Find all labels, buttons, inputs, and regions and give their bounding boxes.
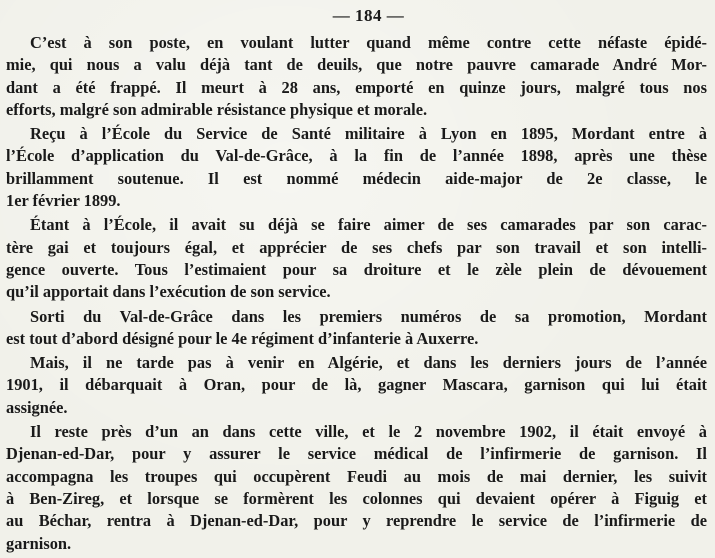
text-line: à Ben-Zireg, et lorsque se formèrent les colonnes qui devaient opérer à Figuig et <box>6 488 707 508</box>
text-line: qu’il apportait dans l’exécution de son service. <box>6 282 331 302</box>
text-line: garnison. <box>6 533 72 553</box>
text-line: Étant à l’École, il avait su déjà se faire aimer de ses camarades par son carac- <box>30 215 707 235</box>
page-number: — 184 — <box>332 6 405 25</box>
paragraph-6 <box>6 421 707 555</box>
text-line: C’est à son poste, en voulant lutter quand même contre cette néfaste épidé- <box>30 33 707 52</box>
text-line: au Béchar, rentra à Djenan-ed-Dar, pour y reprendre le service de l’infirmerie de <box>6 511 707 531</box>
text-line: assignée. <box>6 397 68 417</box>
text-line: 1901, il débarquait à Oran, pour de là, gagner Mascara, garnison qui lui était <box>6 375 707 395</box>
text-line: accompagna les troupes qui occupèrent Feudi au mois de mai dernier, les suivit <box>6 466 707 486</box>
text-line: est tout d’abord désigné pour le 4e régiment d’infanterie à Auxerre. <box>6 328 479 348</box>
text-line: mie, qui nous a valu déjà tant de deuils, que notre pauvre camarade André Mor- <box>6 55 707 75</box>
paragraph-2 <box>6 123 707 212</box>
text-line: efforts, malgré son admirable résistance physique et morale. <box>6 99 428 119</box>
text-line: 1er février 1899. <box>6 191 121 211</box>
text-line: Il reste près d’un an dans cette ville, et le 2 novembre 1902, il était envoyé à <box>30 422 707 442</box>
paragraph-5 <box>6 352 707 419</box>
paragraph-1 <box>6 32 707 121</box>
text-line: Mais, il ne tarde pas à venir en Algérie, et dans les derniers jours de l’année <box>30 353 707 373</box>
text-line: dant a été frappé. Il meurt à 28 ans, emporté en quinze jours, malgré tous nos <box>6 77 707 97</box>
paragraph-4 <box>6 306 707 351</box>
text-line: Sorti du Val-de-Grâce dans les premiers numéros de sa promotion, Mordant <box>30 306 707 326</box>
text-line: gence ouverte. Tous l’estimaient pour sa droiture et le zèle plein de dévouement <box>6 259 707 279</box>
text-line: brillamment soutenue. Il est nommé médecin aide-major de 2e classe, le <box>6 168 707 188</box>
paragraph-3 <box>6 214 707 303</box>
text-line: l’École d’application du Val-de-Grâce, à la fin de l’année 1898, après une thèse <box>6 146 707 166</box>
text-line: Reçu à l’École du Service de Santé militaire à Lyon en 1895, Mordant entre à <box>30 124 707 144</box>
text-line: Djenan-ed-Dar, pour y assurer le service médical de l’infirmerie de garnison. Il <box>6 444 707 464</box>
text-line: tère gai et toujours égal, et apprécier de ses chefs par son travail et son intelli- <box>6 237 707 257</box>
